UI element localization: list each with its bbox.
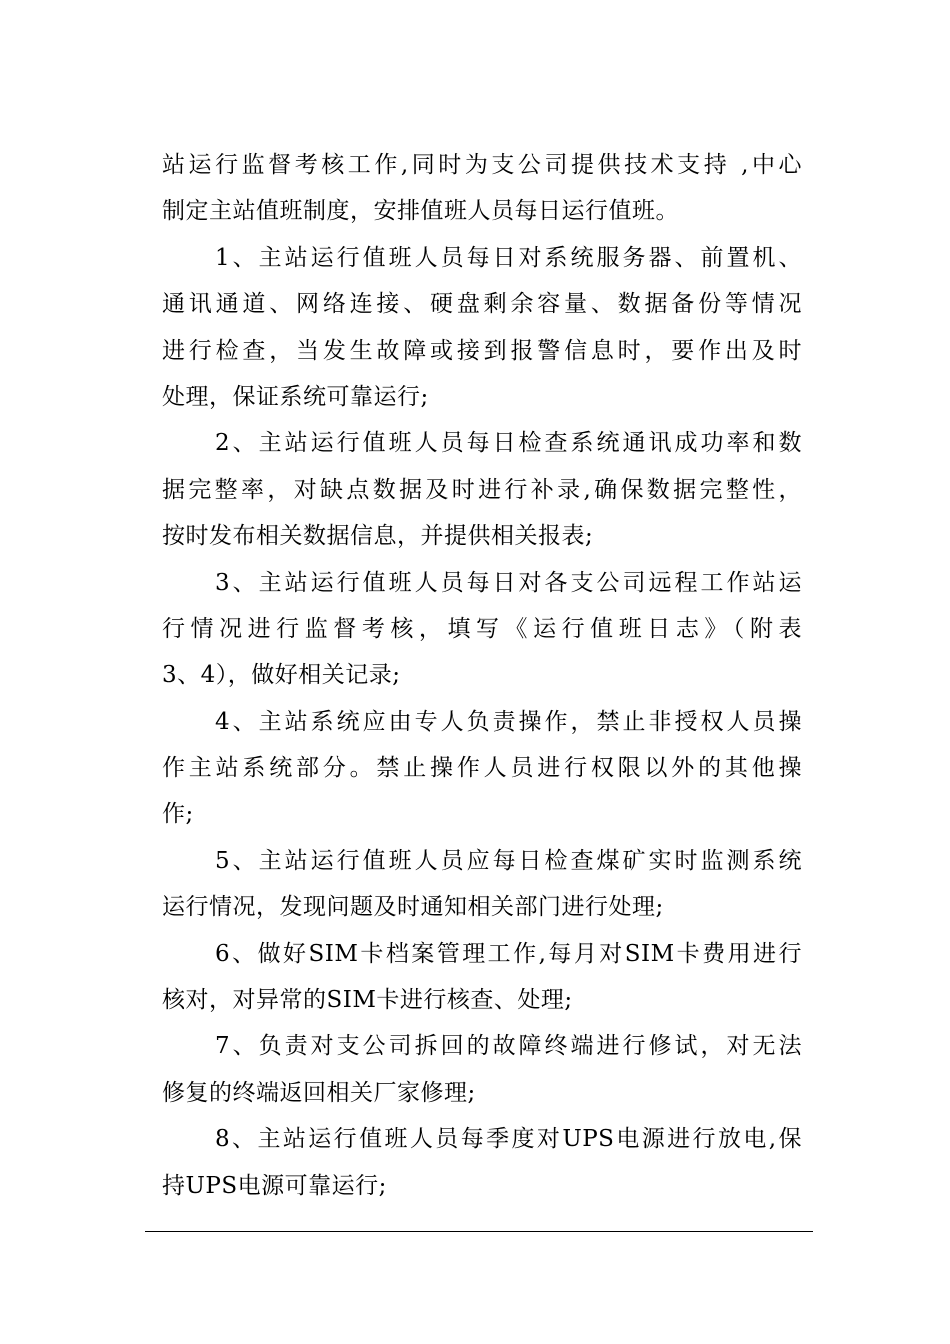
text-line: 制定主站值班制度，安排值班人员每日运行值班。 <box>162 198 679 225</box>
text-line: 通讯通道、网络连接、硬盘剩余容量、数据备份等情况 <box>162 291 802 318</box>
paragraph-item-8 <box>162 1116 802 1209</box>
text-line: 持UPS电源可靠运行; <box>162 1172 387 1199</box>
text-line: 6、做好SIM卡档案管理工作,每月对SIM卡费用进行 <box>215 940 802 967</box>
paragraph-item-5 <box>162 838 802 931</box>
text-line: 修复的终端返回相关厂家修理; <box>162 1079 476 1106</box>
text-line: 1、主站运行值班人员每日对系统服务器、前置机、 <box>215 244 802 271</box>
text-line: 作; <box>162 801 194 828</box>
text-line: 行情况进行监督考核，填写《运行值班日志》（附表 <box>162 615 802 642</box>
paragraph-continuation <box>162 142 802 235</box>
paragraph-item-2 <box>162 420 802 559</box>
text-line: 按时发布相关数据信息，并提供相关报表; <box>162 523 594 550</box>
paragraph-item-6 <box>162 931 802 1024</box>
text-line: 5、主站运行值班人员应每日检查煤矿实时监测系统 <box>215 847 802 874</box>
text-line: 站运行监督考核工作,同时为支公司提供技术支持 ,中心 <box>162 152 802 178</box>
text-line: 2、主站运行值班人员每日检查系统通讯成功率和数 <box>215 430 802 457</box>
text-line: 7、负责对支公司拆回的故障终端进行修试，对无法 <box>215 1033 802 1060</box>
text-line: 运行情况，发现问题及时通知相关部门进行处理; <box>162 894 664 921</box>
paragraph-item-4 <box>162 699 802 838</box>
paragraph-item-3 <box>162 560 802 699</box>
text-line: 作主站系统部分。禁止操作人员进行权限以外的其他操 <box>162 755 802 782</box>
text-line: 进行检查，当发生故障或接到报警信息时，要作出及时 <box>162 337 802 364</box>
text-line: 核对，对异常的SIM卡进行核查、处理; <box>162 987 573 1014</box>
text-line: 据完整率，对缺点数据及时进行补录,确保数据完整性， <box>162 476 802 503</box>
text-line: 3、4），做好相关记录; <box>162 662 401 689</box>
document-body <box>162 142 802 1209</box>
paragraph-item-1 <box>162 235 802 421</box>
text-line: 8、主站运行值班人员每季度对UPS电源进行放电,保 <box>215 1126 802 1153</box>
text-line: 3、主站运行值班人员每日对各支公司远程工作站运 <box>215 569 802 596</box>
footer-divider <box>145 1231 813 1232</box>
text-line: 4、主站系统应由专人负责操作，禁止非授权人员操 <box>215 708 802 735</box>
text-line: 处理，保证系统可靠运行; <box>162 383 429 410</box>
paragraph-item-7 <box>162 1023 802 1116</box>
